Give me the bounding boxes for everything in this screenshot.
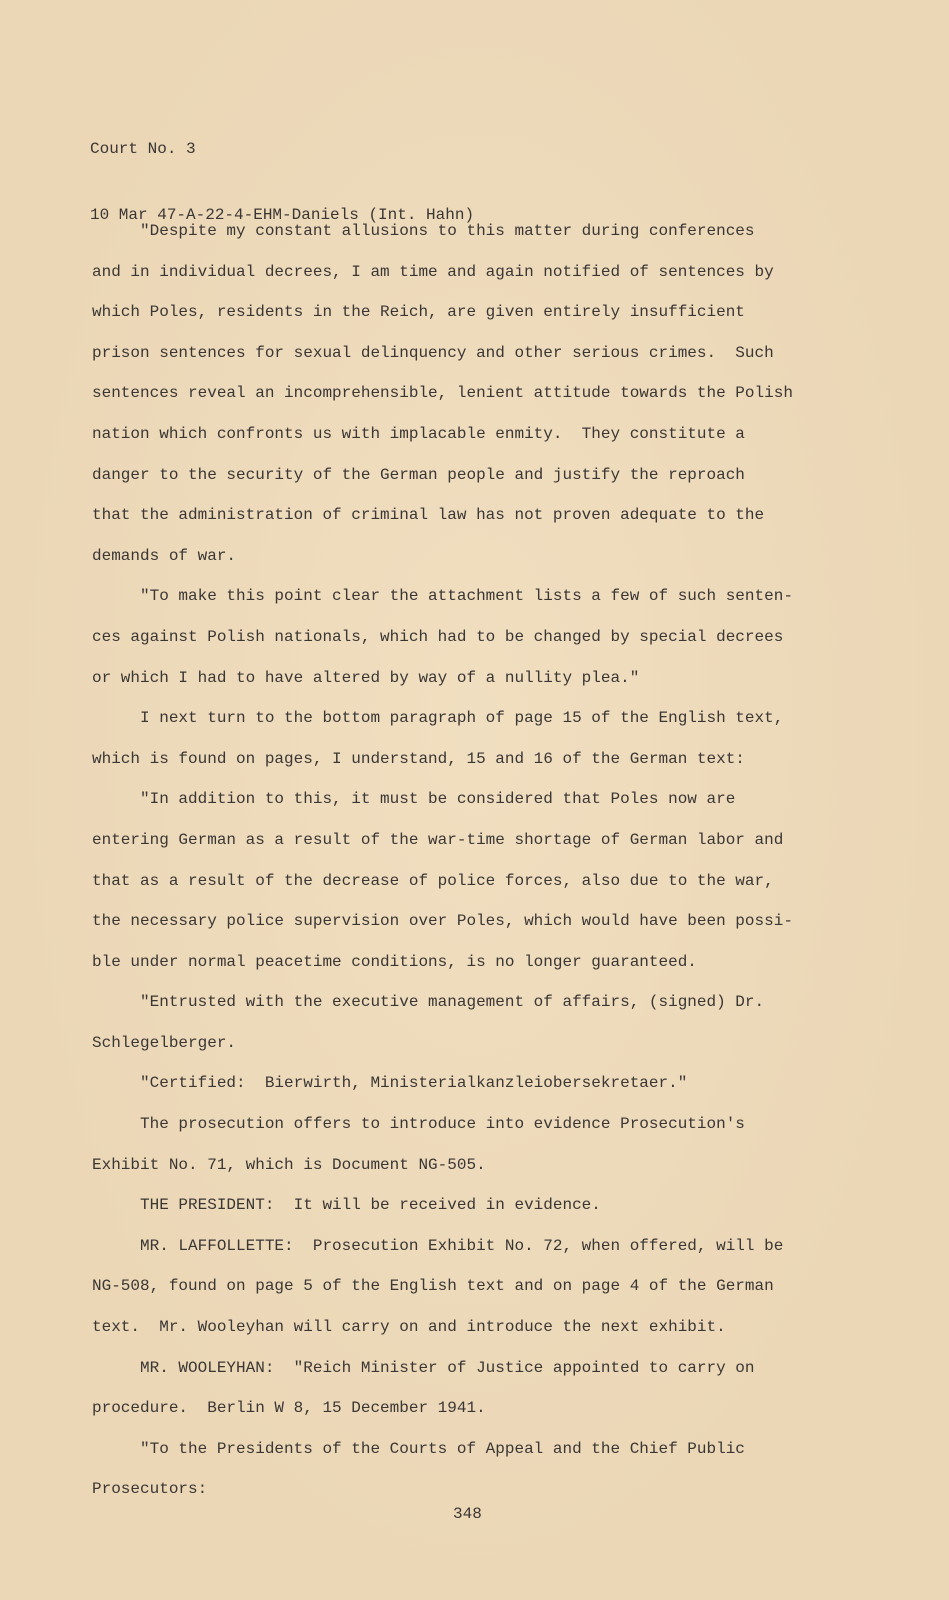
text-line: danger to the security of the German people and justify the reproach [92, 465, 745, 484]
text-line: Prosecutors: [92, 1480, 208, 1499]
text-line: ble under normal peacetime conditions, is no longer guaranteed. [92, 952, 697, 971]
text-line: "Despite my constant allusions to this matter during conferences [92, 222, 755, 240]
text-line: nation which confronts us with implacable enmity. They constitute a [92, 424, 745, 443]
text-line: MR. WOOLEYHAN: "Reich Minister of Justice appointed to carry on [92, 1358, 755, 1377]
text-line: procedure. Berlin W 8, 15 December 1941. [92, 1399, 486, 1418]
text-line: which is found on pages, I understand, 15 and 16 of the German text: [92, 749, 745, 768]
text-line: text. Mr. Wooleyhan will carry on and introduce the next exhibit. [92, 1318, 726, 1337]
text-line: prison sentences for sexual delinquency and other serious crimes. Such [92, 343, 774, 362]
text-line: Schlegelberger. [92, 1033, 237, 1052]
text-line: NG-508, found on page 5 of the English text and on page 4 of the German [92, 1277, 774, 1296]
transcript-body [92, 211, 852, 1510]
text-line: that as a result of the decrease of police forces, also due to the war, [92, 871, 774, 890]
page-number: 348 [453, 1505, 482, 1523]
text-line: demands of war. [92, 546, 237, 565]
text-line: "To make this point clear the attachment lists a few of such senten- [92, 587, 793, 606]
text-line: that the administration of criminal law has not proven adequate to the [92, 506, 765, 525]
text-line: or which I had to have altered by way of a nullity plea." [92, 668, 640, 687]
text-line: "In addition to this, it must be considered that Poles now are [92, 790, 736, 809]
text-line: "Entrusted with the executive management of affairs, (signed) Dr. [92, 993, 765, 1012]
text-line: the necessary police supervision over Poles, which would have been possi- [92, 912, 793, 931]
text-line: I next turn to the bottom paragraph of page 15 of the English text, [92, 709, 784, 728]
text-line: "Certified: Bierwirth, Ministerialkanzleiobersekretaer." [92, 1074, 688, 1093]
text-line: sentences reveal an incomprehensible, lenient attitude towards the Polish [92, 384, 793, 403]
text-line: THE PRESIDENT: It will be received in evidence. [92, 1196, 601, 1215]
text-line: entering German as a result of the war-time shortage of German labor and [92, 830, 784, 849]
text-line: The prosecution offers to introduce into evidence Prosecution's [92, 1115, 745, 1134]
text-line: Exhibit No. 71, which is Document NG-505. [92, 1155, 486, 1174]
text-line: ces against Polish nationals, which had to be changed by special decrees [92, 627, 784, 646]
text-line: and in individual decrees, I am time and again notified of sentences by [92, 262, 774, 281]
text-line: "To the Presidents of the Courts of Appeal and the Chief Public [92, 1439, 745, 1458]
court-number: Court No. 3 [90, 140, 196, 158]
text-line: MR. LAFFOLLETTE: Prosecution Exhibit No. 72, when offered, will be [92, 1236, 784, 1255]
session-reference: 10 Mar 47-A-22-4-EHM-Daniels (Int. Hahn) [90, 206, 475, 224]
text-line: which Poles, residents in the Reich, are given entirely insufficient [92, 303, 745, 322]
